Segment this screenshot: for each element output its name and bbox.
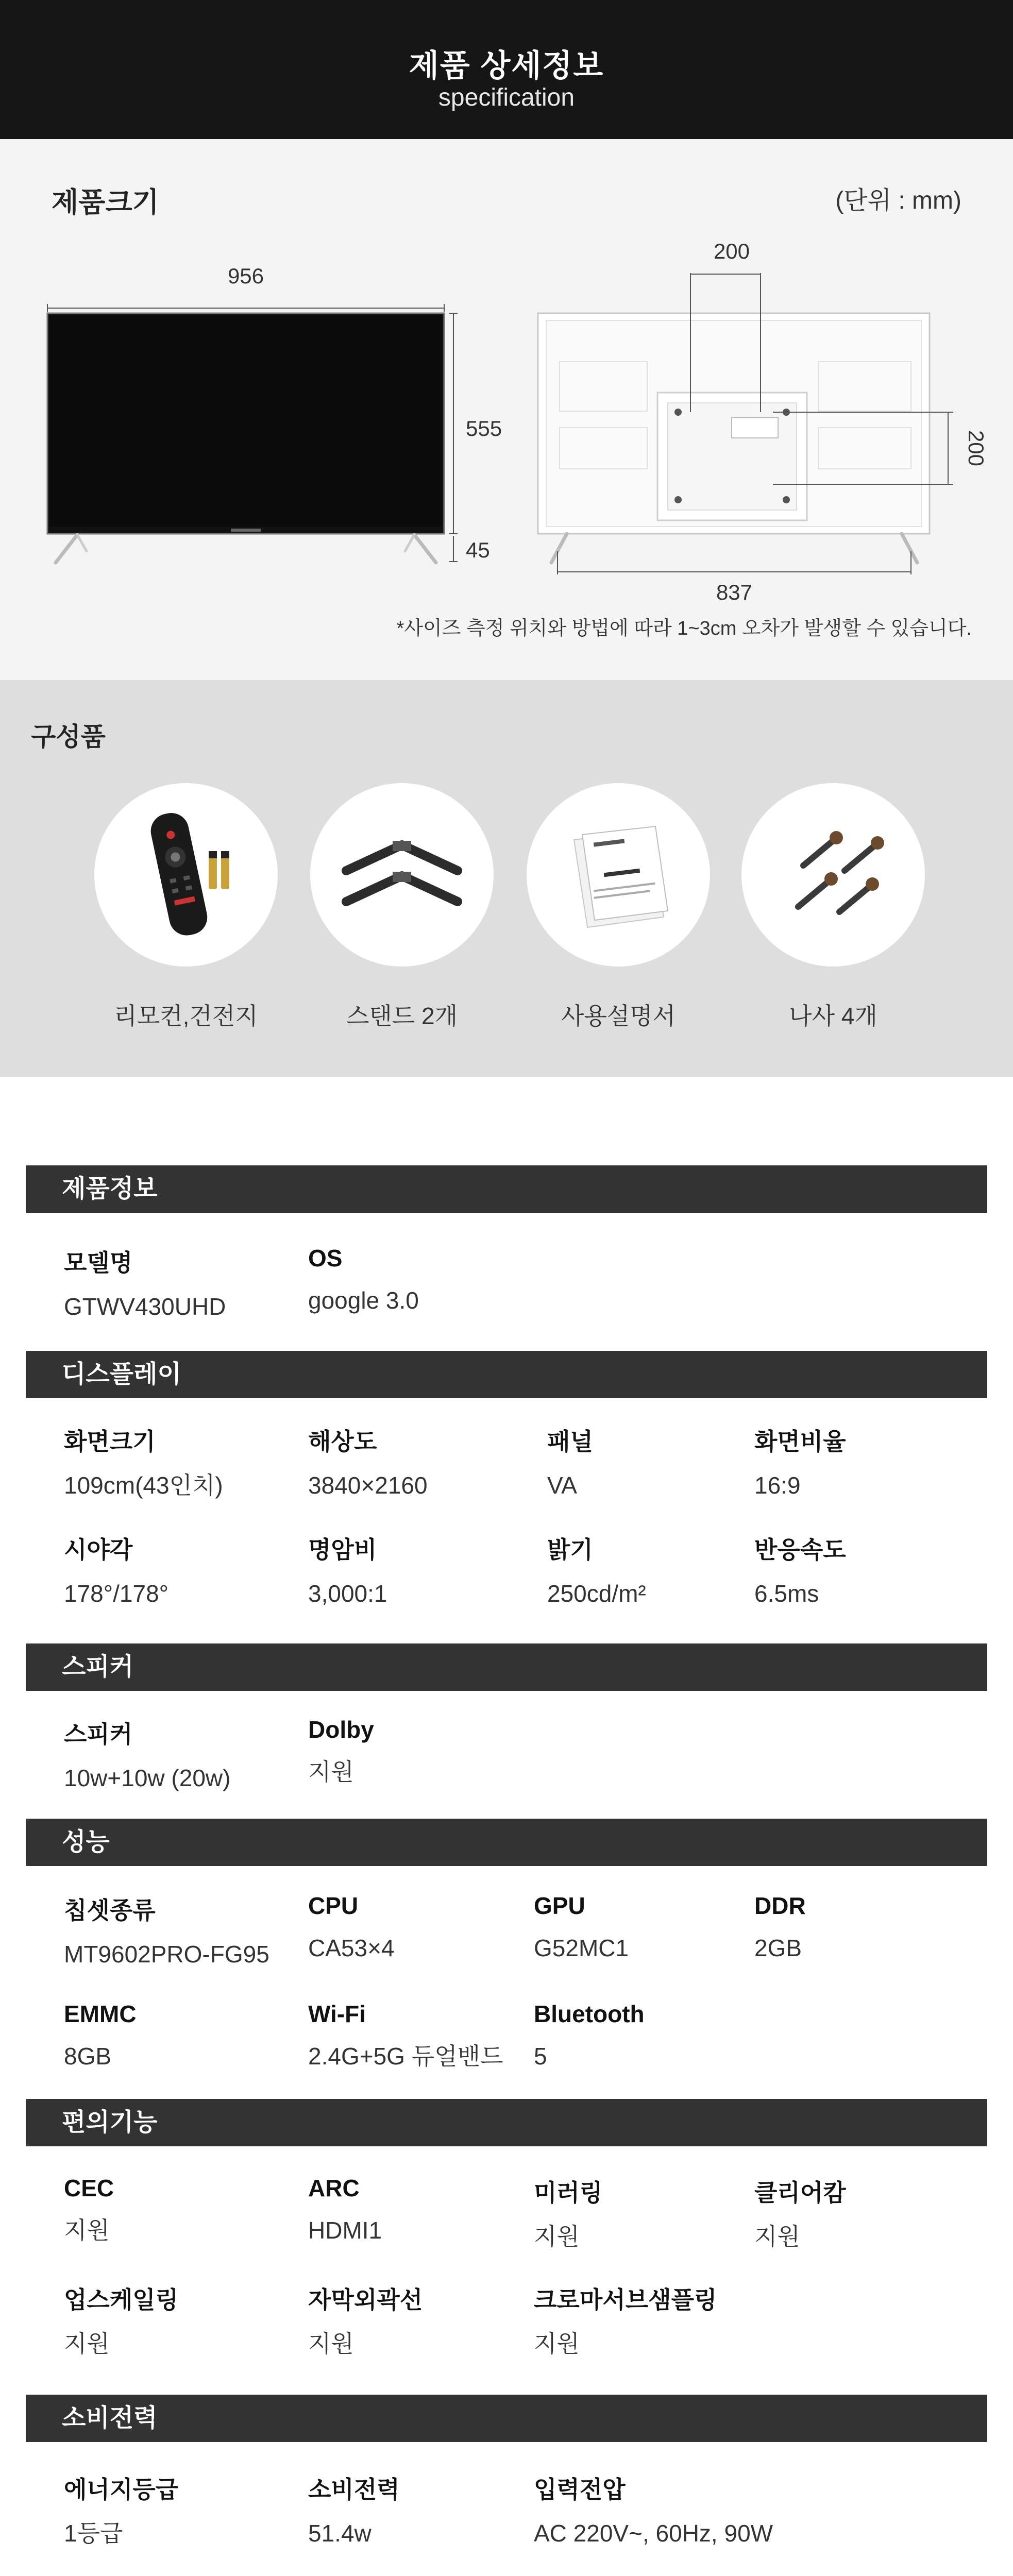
component-item-manual [526, 783, 711, 1031]
spec-input-voltage: 입력전압 AC 220V~, 60Hz, 90W [534, 2476, 773, 2547]
product-size-section [0, 139, 1013, 680]
spec-panel: 패널 VA [547, 1428, 593, 1499]
size-diagram [0, 139, 1013, 680]
spec-dolby: Dolby 지원 [308, 1716, 374, 1785]
component-item-remote [93, 783, 279, 1031]
spec-subtitle-outline: 자막외곽선 지원 [308, 2286, 423, 2357]
spec-brightness: 밝기 250cd/m² [547, 1536, 646, 1607]
component-label-screw: 나사 4개 [789, 1003, 877, 1029]
spec-cpu: CPU CA53×4 [308, 1892, 395, 1961]
dim-back-width-text: 837 [716, 580, 753, 604]
spec-response-time: 반응속도 6.5ms [754, 1536, 846, 1607]
component-label-remote: 리모컨,건전지 [114, 1003, 258, 1029]
section-bar-speaker: 스피커 [26, 1643, 987, 1691]
dim-vesa-v-text: 200 [964, 430, 988, 467]
spec-viewing-angle: 시야각 178°/178° [64, 1536, 169, 1607]
spec-os: OS google 3.0 [308, 1245, 419, 1314]
spec-screen-size: 화면크기 109cm(43인치) [64, 1428, 223, 1499]
component-item-screw [740, 783, 926, 1031]
spec-aspect-ratio: 화면비율 16:9 [754, 1428, 846, 1499]
spec-upscaling: 업스케일링 지원 [64, 2286, 179, 2357]
components-section [0, 680, 1013, 1077]
stand-icon [310, 783, 494, 967]
component-item-stand [309, 783, 495, 1031]
section-bar-convenience: 편의기능 [26, 2099, 987, 2146]
page-subtitle: specification [438, 84, 575, 111]
size-note: *사이즈 측정 위치와 방법에 따라 1~3cm 오차가 발생할 수 있습니다. [396, 618, 972, 639]
section-bar-display: 디스플레이 [26, 1351, 987, 1398]
dim-width-text: 956 [227, 264, 264, 288]
spec-speaker: 스피커 10w+10w (20w) [64, 1721, 231, 1791]
spec-clear-calm: 클리어캄 지원 [754, 2179, 846, 2250]
component-label-stand: 스탠드 2개 [346, 1003, 458, 1029]
dim-vesa-h-text: 200 [713, 239, 750, 263]
tv-front-view [47, 264, 502, 563]
components-title: 구성품 [31, 722, 106, 751]
spec-model: 모델명 GTWV430UHD [64, 1249, 226, 1320]
spec-energy-grade: 에너지등급 1등급 [64, 2476, 179, 2547]
spec-mirroring: 미러링 지원 [534, 2179, 603, 2250]
dim-stand-text: 45 [466, 538, 490, 562]
spec-wifi: Wi-Fi 2.4G+5G 듀얼밴드 [308, 2001, 503, 2070]
section-bar-power: 소비전력 [26, 2395, 987, 2442]
tv-back-view [538, 239, 988, 604]
spec-contrast: 명암비 3,000:1 [308, 1536, 387, 1607]
spec-chipset: 칩셋종류 MT9602PRO-FG95 [64, 1897, 269, 1968]
spec-ddr: DDR 2GB [754, 1892, 806, 1961]
spec-cec: CEC 지원 [64, 2175, 114, 2244]
page-title: 제품 상세정보 [409, 48, 604, 83]
size-section-title: 제품크기 [52, 187, 159, 218]
section-bar-performance: 성능 [26, 1819, 987, 1866]
component-label-manual: 사용설명서 [561, 1003, 676, 1029]
page-header [0, 0, 1013, 139]
spec-bluetooth: Bluetooth 5 [534, 2001, 645, 2070]
section-bar-product: 제품정보 [26, 1165, 987, 1213]
remote-icon [94, 783, 278, 967]
spec-arc: ARC HDMI1 [308, 2175, 382, 2244]
dim-height-text: 555 [466, 416, 502, 440]
spec-emmc: EMMC 8GB [64, 2001, 137, 2070]
size-unit-label: (단위 : mm) [835, 187, 961, 214]
spec-gpu: GPU G52MC1 [534, 1892, 629, 1961]
spec-power-consumption: 소비전력 51.4w [308, 2476, 400, 2547]
spec-resolution: 해상도 3840×2160 [308, 1428, 428, 1499]
spec-chroma-subsampling: 크로마서브샘플링 지원 [534, 2286, 717, 2357]
manual-icon [527, 783, 710, 967]
screw-icon [741, 783, 925, 967]
